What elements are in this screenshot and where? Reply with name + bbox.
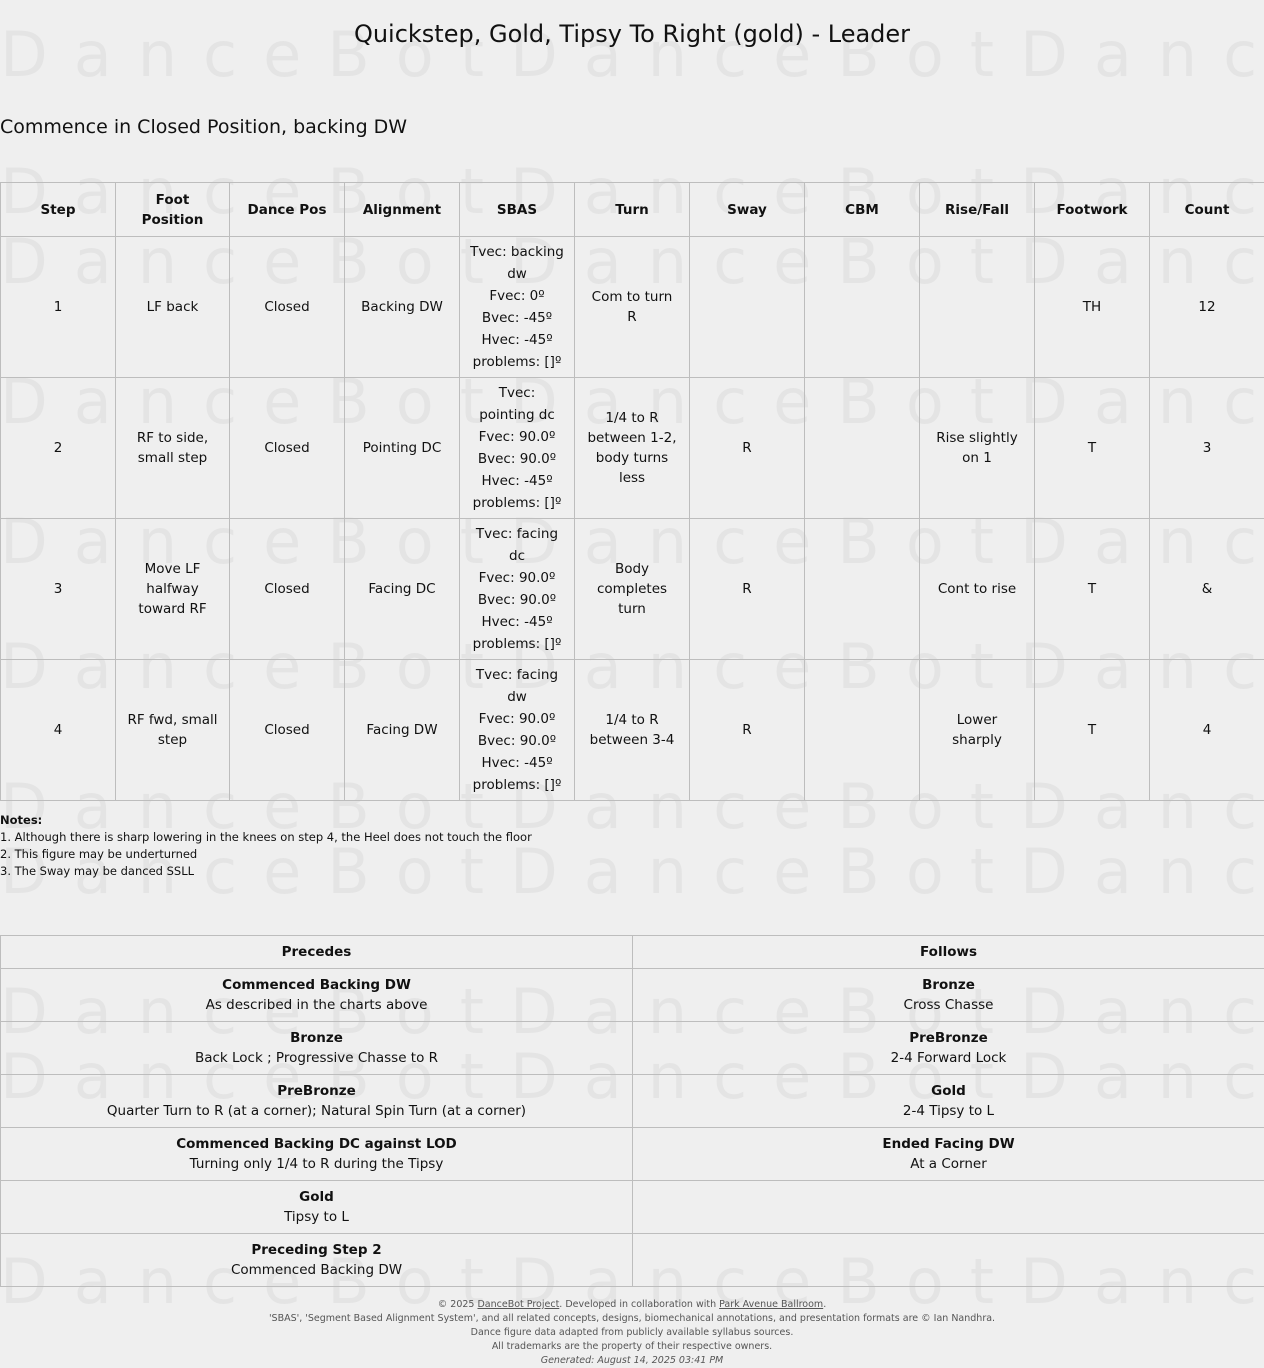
sbas-fvec: Fvec: 90.0º xyxy=(470,708,564,730)
sbas-problems: problems: []º xyxy=(470,492,564,514)
sbas-copyright: 'SBAS', 'Segment Based Alignment System', and all related concepts, designs, biomechanical annotations, and presentation formats are © Ian Nandhra. xyxy=(0,1312,1264,1326)
table-row xyxy=(1,969,1264,1022)
data-source-note: Dance figure data adapted from publicly available syllabus sources. xyxy=(0,1326,1264,1340)
cell-sway: R xyxy=(690,660,805,801)
table-row xyxy=(1,1128,1264,1181)
cell-rise-fall: Lower sharply xyxy=(920,660,1035,801)
note-item: 3. The Sway may be danced SSLL xyxy=(0,864,194,878)
copyright-prefix: © 2025 xyxy=(438,1299,478,1310)
level-label: Gold xyxy=(7,1187,626,1207)
dancebot-project-link[interactable]: DanceBot Project xyxy=(477,1299,559,1310)
sbas-tvec: Tvec: backing dw xyxy=(470,241,564,285)
sbas-hvec: Hvec: -45º xyxy=(470,329,564,351)
follows-header: Follows xyxy=(633,936,1264,969)
table-row xyxy=(1,378,1264,519)
table-row xyxy=(1,1234,1264,1287)
cell-dance-pos: Closed xyxy=(230,519,345,660)
col-dance-pos: Dance Pos xyxy=(230,183,345,237)
cell-footwork: T xyxy=(1035,378,1150,519)
cell-turn: 1/4 to R between 3-4 xyxy=(575,660,690,801)
level-label: Preceding Step 2 xyxy=(7,1240,626,1260)
follows-cell xyxy=(633,1022,1264,1075)
level-label: Bronze xyxy=(7,1028,626,1048)
cell-turn: 1/4 to R between 1-2, body turns less xyxy=(575,378,690,519)
col-sway: Sway xyxy=(690,183,805,237)
level-label: PreBronze xyxy=(7,1081,626,1101)
figure-names: Back Lock ; Progressive Chasse to R xyxy=(7,1048,626,1068)
note-item: 2. This figure may be underturned xyxy=(0,847,197,861)
cell-dance-pos: Closed xyxy=(230,237,345,378)
relations-header-row xyxy=(1,936,1264,969)
figure-names: 2-4 Forward Lock xyxy=(639,1048,1258,1068)
table-row xyxy=(1,1181,1264,1234)
sbas-fvec: Fvec: 90.0º xyxy=(470,567,564,589)
level-label: Bronze xyxy=(639,975,1258,995)
level-label: PreBronze xyxy=(639,1028,1258,1048)
collab-text: . Developed in collaboration with xyxy=(559,1299,719,1310)
steps-header-row xyxy=(1,183,1264,237)
cell-footwork: TH xyxy=(1035,237,1150,378)
sbas-hvec: Hvec: -45º xyxy=(470,752,564,774)
col-cbm: CBM xyxy=(805,183,920,237)
cell-step: 3 xyxy=(1,519,116,660)
col-rise-fall: Rise/Fall xyxy=(920,183,1035,237)
sbas-problems: problems: []º xyxy=(470,351,564,373)
figure-names: Tipsy to L xyxy=(7,1207,626,1227)
precedes-header: Precedes xyxy=(1,936,633,969)
table-row xyxy=(1,660,1264,801)
precedes-cell xyxy=(1,1234,633,1287)
collab-end: . xyxy=(823,1299,826,1310)
cell-foot: Move LF halfway toward RF xyxy=(116,519,230,660)
cell-sbas xyxy=(460,378,575,519)
cell-sbas xyxy=(460,237,575,378)
sbas-problems: problems: []º xyxy=(470,774,564,796)
note-item: 1. Although there is sharp lowering in the knees on step 4, the Heel does not touch the floor xyxy=(0,830,532,844)
sbas-bvec: Bvec: -45º xyxy=(470,307,564,329)
sbas-fvec: Fvec: 0º xyxy=(470,285,564,307)
cell-cbm xyxy=(805,660,920,801)
cell-dance-pos: Closed xyxy=(230,378,345,519)
copyright-line xyxy=(0,1298,1264,1312)
cell-foot: RF to side, small step xyxy=(116,378,230,519)
cell-sway: R xyxy=(690,378,805,519)
generated-timestamp: Generated: August 14, 2025 03:41 PM xyxy=(0,1354,1264,1368)
follows-cell xyxy=(633,1181,1264,1234)
commence-position: Commence in Closed Position, backing DW xyxy=(0,116,407,138)
precedes-cell xyxy=(1,1075,633,1128)
figure-names: 2-4 Tipsy to L xyxy=(639,1101,1258,1121)
figure-names: Cross Chasse xyxy=(639,995,1258,1015)
cell-turn: Com to turn R xyxy=(575,237,690,378)
figure-names: Commenced Backing DW xyxy=(7,1260,626,1280)
sbas-bvec: Bvec: 90.0º xyxy=(470,448,564,470)
cell-rise-fall: Cont to rise xyxy=(920,519,1035,660)
precedes-cell xyxy=(1,1181,633,1234)
cell-step: 1 xyxy=(1,237,116,378)
notes-label: Notes: xyxy=(0,813,42,827)
cell-sbas xyxy=(460,660,575,801)
precedes-cell xyxy=(1,969,633,1022)
park-avenue-ballroom-link[interactable]: Park Avenue Ballroom xyxy=(719,1299,823,1310)
page-footer xyxy=(0,1298,1264,1368)
table-row xyxy=(1,237,1264,378)
precedes-cell xyxy=(1,1022,633,1075)
cell-alignment: Backing DW xyxy=(345,237,460,378)
sbas-tvec: Tvec: facing dc xyxy=(470,523,564,567)
cell-count: 3 xyxy=(1150,378,1264,519)
col-count: Count xyxy=(1150,183,1264,237)
sbas-bvec: Bvec: 90.0º xyxy=(470,589,564,611)
col-sbas: SBAS xyxy=(460,183,575,237)
sbas-fvec: Fvec: 90.0º xyxy=(470,426,564,448)
cell-step: 2 xyxy=(1,378,116,519)
cell-count: 12 xyxy=(1150,237,1264,378)
sbas-problems: problems: []º xyxy=(470,633,564,655)
cell-alignment: Pointing DC xyxy=(345,378,460,519)
sbas-hvec: Hvec: -45º xyxy=(470,611,564,633)
cell-dance-pos: Closed xyxy=(230,660,345,801)
sbas-bvec: Bvec: 90.0º xyxy=(470,730,564,752)
col-alignment: Alignment xyxy=(345,183,460,237)
level-label: Commenced Backing DW xyxy=(7,975,626,995)
cell-rise-fall xyxy=(920,237,1035,378)
cell-alignment: Facing DW xyxy=(345,660,460,801)
page-title: Quickstep, Gold, Tipsy To Right (gold) - Leader xyxy=(0,20,1264,48)
figure-names: Turning only 1/4 to R during the Tipsy xyxy=(7,1154,626,1174)
cell-foot: RF fwd, small step xyxy=(116,660,230,801)
cell-footwork: T xyxy=(1035,519,1150,660)
sbas-tvec: Tvec: pointing dc xyxy=(470,382,564,426)
sbas-hvec: Hvec: -45º xyxy=(470,470,564,492)
precedes-cell xyxy=(1,1128,633,1181)
figure-names: As described in the charts above xyxy=(7,995,626,1015)
col-footwork: Footwork xyxy=(1035,183,1150,237)
cell-step: 4 xyxy=(1,660,116,801)
col-foot-position: Foot Position xyxy=(116,183,230,237)
cell-turn: Body completes turn xyxy=(575,519,690,660)
follows-cell xyxy=(633,969,1264,1022)
steps-table xyxy=(0,182,1264,801)
cell-footwork: T xyxy=(1035,660,1150,801)
cell-foot: LF back xyxy=(116,237,230,378)
cell-count: 4 xyxy=(1150,660,1264,801)
col-turn: Turn xyxy=(575,183,690,237)
table-row xyxy=(1,519,1264,660)
cell-cbm xyxy=(805,378,920,519)
level-label: Gold xyxy=(639,1081,1258,1101)
trademark-note: All trademarks are the property of their respective owners. xyxy=(0,1340,1264,1354)
cell-count: & xyxy=(1150,519,1264,660)
notes-section xyxy=(0,812,532,880)
col-step: Step xyxy=(1,183,116,237)
follows-cell xyxy=(633,1075,1264,1128)
follows-cell xyxy=(633,1128,1264,1181)
sbas-tvec: Tvec: facing dw xyxy=(470,664,564,708)
cell-sway: R xyxy=(690,519,805,660)
cell-sway xyxy=(690,237,805,378)
table-row xyxy=(1,1075,1264,1128)
follows-cell xyxy=(633,1234,1264,1287)
figure-names: At a Corner xyxy=(639,1154,1258,1174)
level-label: Commenced Backing DC against LOD xyxy=(7,1134,626,1154)
cell-alignment: Facing DC xyxy=(345,519,460,660)
cell-cbm xyxy=(805,237,920,378)
cell-rise-fall: Rise slightly on 1 xyxy=(920,378,1035,519)
table-row xyxy=(1,1022,1264,1075)
precedes-follows-table xyxy=(0,935,1264,1287)
cell-cbm xyxy=(805,519,920,660)
level-label: Ended Facing DW xyxy=(639,1134,1258,1154)
figure-names: Quarter Turn to R (at a corner); Natural Spin Turn (at a corner) xyxy=(7,1101,626,1121)
cell-sbas xyxy=(460,519,575,660)
